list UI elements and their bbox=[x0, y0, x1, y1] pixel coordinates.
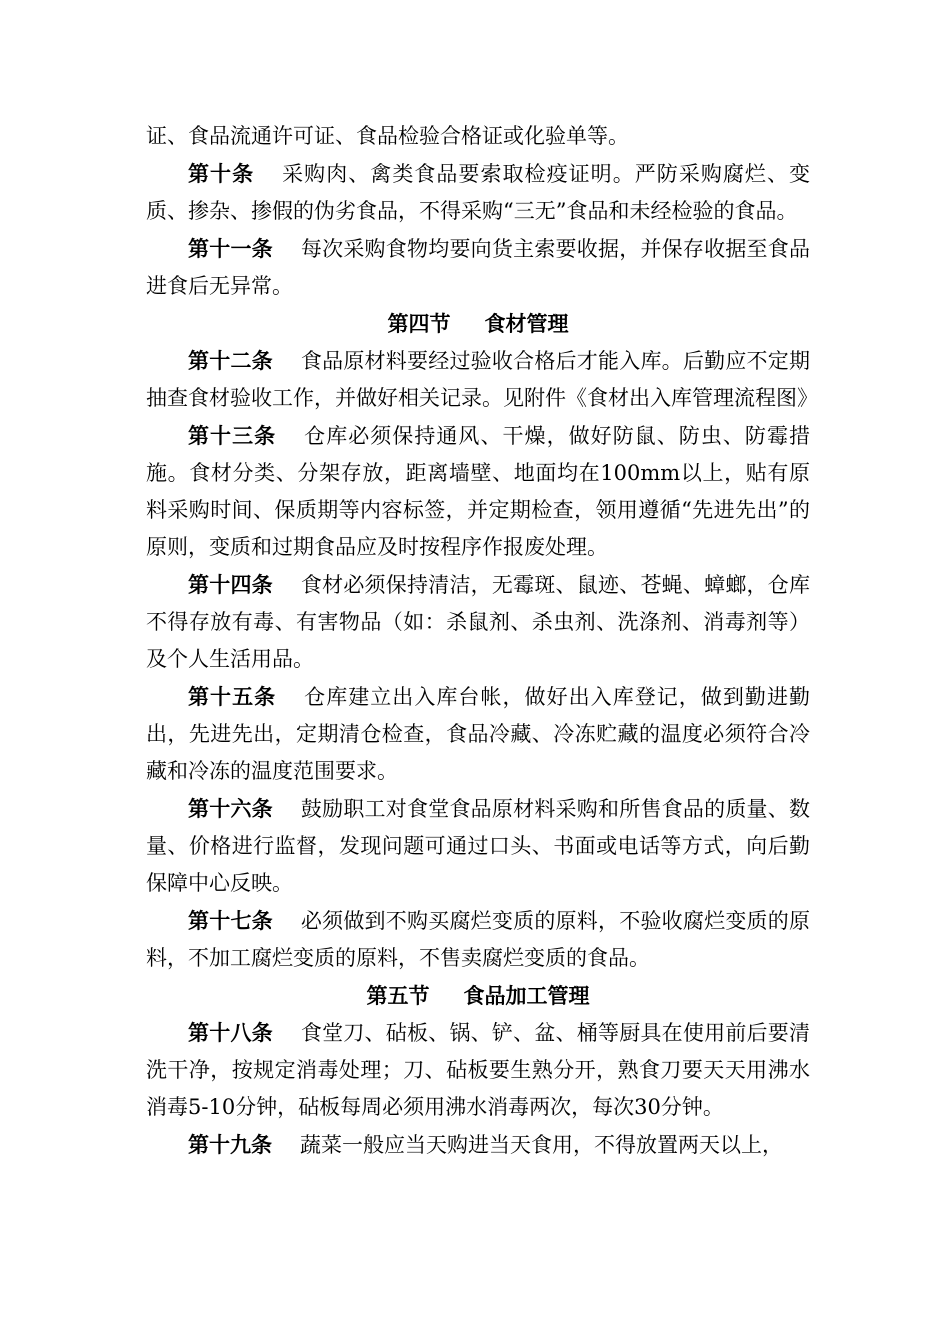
section-title: 食品加工管理 bbox=[463, 983, 590, 1008]
article-label: 第十三条 bbox=[188, 423, 277, 448]
article-14 bbox=[146, 566, 810, 678]
article-text: 食堂刀、砧板、锅、铲、盆、桶等厨具在使用前后要清洗干净，按规定消毒处理；刀、砧板要生熟分开，熟食刀要天天用沸水消毒5-10分钟，砧板每周必须用沸水消毒两次，每次30分钟。 bbox=[146, 1021, 810, 1119]
article-text: 蔬菜一般应当天购进当天食用，不得放置两天以上， bbox=[300, 1133, 783, 1157]
article-label: 第十四条 bbox=[188, 572, 273, 597]
article-13 bbox=[146, 417, 810, 566]
section-5-heading bbox=[146, 977, 810, 1014]
article-label: 第十一条 bbox=[188, 236, 273, 261]
article-text: 食材必须保持清洁，无霉斑、鼠迹、苍蝇、蟑螂，仓库不得存放有毒、有害物品（如：杀鼠剂、杀虫剂、洗涤剂、消毒剂等）及个人生活用品。 bbox=[146, 573, 810, 671]
document-page bbox=[146, 118, 818, 1164]
article-label: 第十条 bbox=[188, 161, 255, 186]
article-15 bbox=[146, 678, 810, 790]
article-text: 仓库必须保持通风、干燥，做好防鼠、防虫、防霉措施。食材分类、分架存放，距离墙壁、地面均在100mm以上，贴有原料采购时间、保质期等内容标签，并定期检查，领用遵循“先进先出”的原则，变质和过期食品应及时按程序作报废处理。 bbox=[146, 424, 811, 559]
article-label: 第十九条 bbox=[188, 1132, 272, 1157]
section-number: 第四节 bbox=[387, 311, 451, 336]
article-text: 必须做到不购买腐烂变质的原料，不验收腐烂变质的原料，不加工腐烂变质的原料，不售卖腐烂变质的食品。 bbox=[146, 909, 810, 970]
article-19 bbox=[146, 1126, 810, 1164]
article-label: 第十七条 bbox=[188, 908, 273, 933]
section-title: 食材管理 bbox=[484, 311, 569, 336]
article-18 bbox=[146, 1014, 810, 1126]
article-label: 第十五条 bbox=[188, 684, 277, 709]
paragraph-continued bbox=[146, 118, 810, 155]
article-text: 鼓励职工对食堂食品原材料采购和所售食品的质量、数量、价格进行监督，发现问题可通过口头、书面或电话等方式，向后勤保障中心反映。 bbox=[146, 797, 810, 895]
article-label: 第十六条 bbox=[188, 796, 273, 821]
article-11 bbox=[146, 230, 810, 305]
article-text: 食品原材料要经过验收合格后才能入库。后勤应不定期抽查食材验收工作，并做好相关记录。见附件《食材出入库管理流程图》 bbox=[146, 349, 818, 410]
article-16 bbox=[146, 790, 810, 902]
article-label: 第十二条 bbox=[188, 348, 273, 373]
article-text: 仓库建立出入库台帐，做好出入库登记，做到勤进勤出，先进先出，定期清仓检查，食品冷藏、冷冻贮藏的温度必须符合冷藏和冷冻的温度范围要求。 bbox=[146, 685, 811, 783]
section-number: 第五节 bbox=[366, 983, 430, 1008]
section-4-heading bbox=[146, 305, 810, 342]
article-label: 第十八条 bbox=[188, 1020, 273, 1045]
article-10 bbox=[146, 155, 810, 230]
article-text: 采购肉、禽类食品要索取检疫证明。严防采购腐烂、变质、掺杂、掺假的伪劣食品，不得采购“三无”食品和未经检验的食品。 bbox=[146, 162, 811, 223]
article-12 bbox=[146, 342, 818, 417]
article-17 bbox=[146, 902, 810, 977]
paragraph-text: 证、食品流通许可证、食品检验合格证或化验单等。 bbox=[146, 124, 629, 148]
article-text: 每次采购食物均要向货主索要收据，并保存收据至食品进食后无异常。 bbox=[146, 237, 810, 298]
